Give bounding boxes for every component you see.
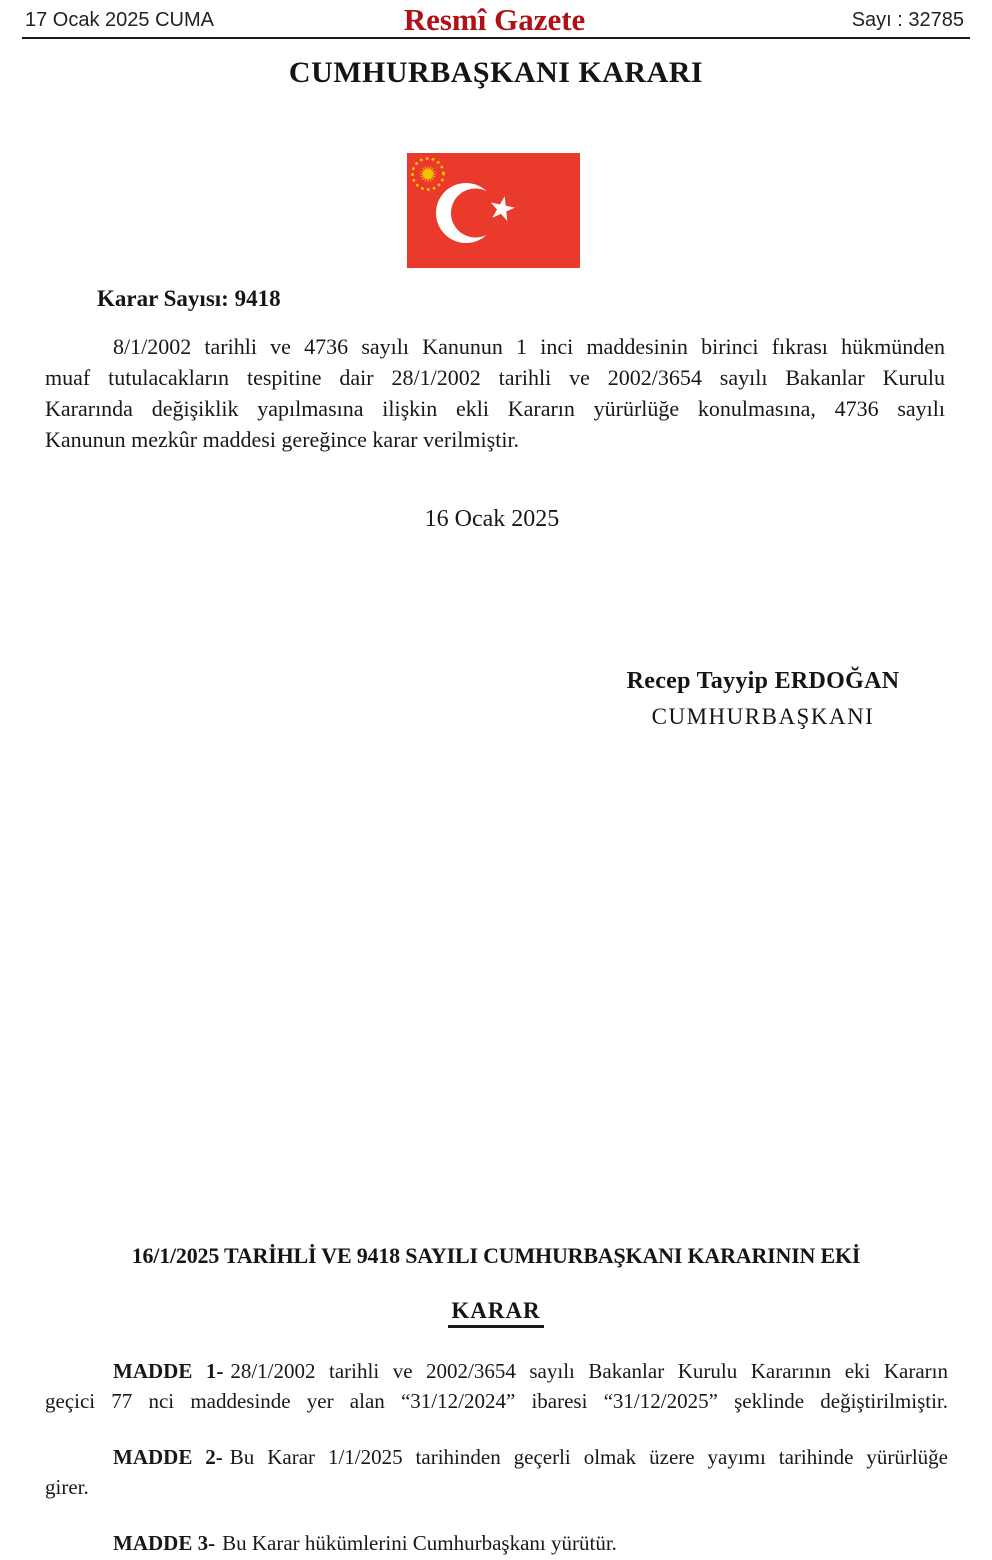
signature-block — [598, 668, 928, 730]
article-line: girer. — [45, 1475, 89, 1499]
issue-number: Sayı : 32785 — [851, 9, 964, 31]
publication-date: 17 Ocak 2025 CUMA — [25, 9, 214, 31]
article-madde-3 — [45, 1528, 948, 1558]
decision-paragraph — [45, 331, 945, 455]
article-text: Bu Karar hükümlerini Cumhurbaşkanı yürütür. — [222, 1531, 617, 1555]
article-text: Bu Karar 1/1/2025 tarihinden geçerli olmak üzere yayımı tarihinde yürürlüğe — [229, 1445, 948, 1469]
article-line — [45, 1528, 948, 1558]
article-label: MADDE 3- — [113, 1531, 216, 1555]
article-text: 28/1/2002 tarihli ve 2002/3654 sayılı Bakanlar Kurulu Kararının eki Kararın — [230, 1359, 948, 1383]
signatory-title: CUMHURBAŞKANI — [651, 704, 875, 729]
annex-subheading-row — [0, 1298, 992, 1328]
article-line — [45, 1356, 948, 1386]
article-line: geçici 77 nci maddesinde yer alan “31/12/2024” ibaresi “31/12/2025” şeklinde değiştirilmiştir. — [45, 1389, 948, 1413]
article-line — [45, 1442, 948, 1472]
decision-number: Karar Sayısı: 9418 — [97, 286, 281, 311]
decision-date: 16 Ocak 2025 — [424, 506, 560, 532]
article-madde-1 — [45, 1356, 948, 1416]
paragraph-line: Kararında değişiklik yapılmasına ilişkin ekli Kararın yürürlüğe konulmasına, 4736 sayılı — [45, 396, 945, 421]
annex-articles — [45, 1356, 948, 1560]
document-title: CUMHURBAŞKANI KARARI — [288, 56, 704, 89]
annex-heading: 16/1/2025 TARİHLİ VE 9418 SAYILI CUMHURBAŞKANI KARARININ EKİ — [131, 1243, 861, 1268]
annex-subheading: KARAR — [448, 1298, 543, 1328]
paragraph-line: muaf tutulacakların tespitine dair 28/1/2002 tarihli ve 2002/3654 sayılı Bakanlar Kurulu — [45, 365, 945, 390]
header-divider — [22, 37, 970, 39]
article-madde-2 — [45, 1442, 948, 1502]
gazette-masthead-row — [25, 2, 964, 40]
signatory-name: Recep Tayyip ERDOĞAN — [626, 668, 900, 694]
article-label: MADDE 1- — [113, 1359, 224, 1383]
article-label: MADDE 2- — [113, 1445, 223, 1469]
paragraph-line: 8/1/2002 tarihli ve 4736 sayılı Kanunun 1 inci maddesinin birinci fıkrası hükmünden — [113, 334, 945, 359]
paragraph-line: Kanunun mezkûr maddesi gereğince karar verilmiştir. — [45, 427, 520, 452]
turkish-presidential-flag-icon — [407, 153, 580, 268]
gazette-masthead: Resmî Gazete — [403, 2, 586, 37]
